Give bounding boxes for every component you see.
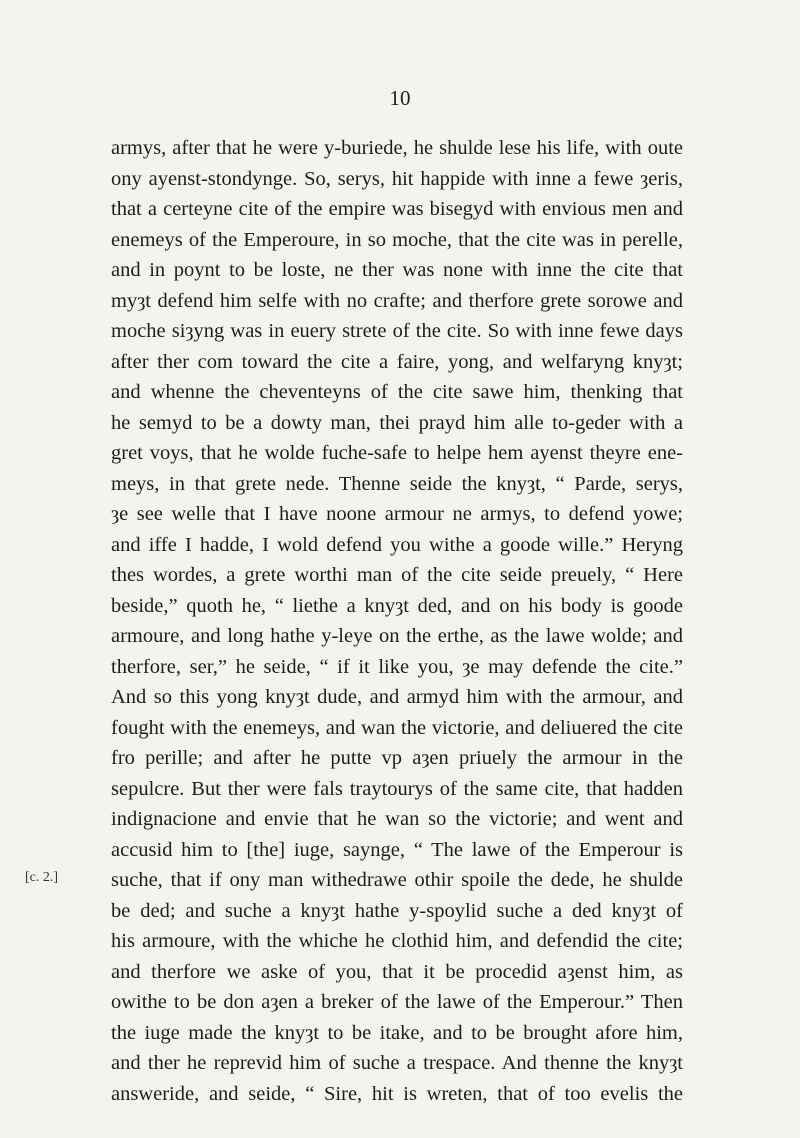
text-line: ony ayenst-stondynge. So, serys, hit happide with inne a fewe ȝeris, xyxy=(111,167,683,190)
text-line: sepulcre. But ther were fals traytourys of the same cite, that hadden xyxy=(111,777,683,800)
text-line: fought with the enemeys, and wan the victorie, and deliuered the cite xyxy=(111,716,683,739)
body-text xyxy=(111,133,683,1109)
text-line: therfore, ser,” he seide, “ if it like you, ȝe may defende the cite.” xyxy=(111,655,683,678)
text-line: fro perille; and after he putte vp aȝen priuely the armour in the xyxy=(111,747,683,769)
text-line: answeride, and seide, “ Sire, hit is wreten, that of too evelis the xyxy=(111,1082,683,1105)
text-line: meys, in that grete nede. Thenne seide the knyȝt, “ Parde, serys, xyxy=(111,472,683,495)
text-line: myȝt defend him selfe with no crafte; and therfore grete sorowe and xyxy=(111,289,683,312)
text-line: and whenne the cheventeyns of the cite sawe him, thenking that xyxy=(111,381,683,403)
text-line: and in poynt to be loste, ne ther was none with inne the cite that xyxy=(111,259,683,281)
text-line: gret voys, that he wolde fuche-safe to helpe hem ayenst theyre ene- xyxy=(111,442,683,464)
text-line: thes wordes, a grete worthi man of the cite seide preuely, “ Here xyxy=(111,564,683,586)
text-line: his armoure, with the whiche he clothid him, and defendid the cite; xyxy=(111,930,683,952)
text-line: be ded; and suche a knyȝt hathe y-spoylid suche a ded knyȝt of xyxy=(111,899,683,922)
text-line: owithe to be don aȝen a breker of the lawe of the Emperour.” Then xyxy=(111,991,683,1013)
text-line: indignacione and envie that he wan so the victorie; and went and xyxy=(111,808,683,830)
text-line: the iuge made the knyȝt to be itake, and to be brought afore him, xyxy=(111,1021,683,1044)
text-line: accusid him to [the] iuge, saynge, “ The lawe of the Emperour is xyxy=(111,838,683,861)
text-line: ȝe see welle that I have noone armour ne armys, to defend yowe; xyxy=(111,503,683,525)
text-line: and ther he reprevid him of suche a trespace. And thenne the knyȝt xyxy=(111,1052,683,1074)
text-line: that a certeyne cite of the empire was bisegyd with envious men and xyxy=(111,198,683,220)
text-line: moche siȝyng was in euery strete of the cite. So with inne fewe days xyxy=(111,320,683,342)
text-line: after ther com toward the cite a faire, yong, and welfaryng knyȝt; xyxy=(111,350,683,373)
text-line: armys, after that he were y-buriede, he shulde lese his life, with oute xyxy=(111,137,683,159)
text-line: suche, that if ony man withedrawe othir spoile the dede, he shulde xyxy=(111,869,683,891)
text-line: And so this yong knyȝt dude, and armyd him with the armour, and xyxy=(111,686,683,708)
text-line: and therfore we aske of you, that it be procedid aȝenst him, as xyxy=(111,960,683,983)
text-line: he semyd to be a dowty man, thei prayd him alle to-geder with a xyxy=(111,411,683,434)
text-line: enemeys of the Emperoure, in so moche, that the cite was in perelle, xyxy=(111,228,683,251)
text-line: and iffe I hadde, I wold defend you withe a goode wille.” Heryng xyxy=(111,533,683,556)
page-number: 10 xyxy=(389,86,411,110)
text-line: beside,” quoth he, “ liethe a knyȝt ded, and on his body is goode xyxy=(111,594,683,617)
margin-note: [c. 2.] xyxy=(25,870,59,885)
text-line: armoure, and long hathe y-leye on the erthe, as the lawe wolde; and xyxy=(111,625,683,647)
